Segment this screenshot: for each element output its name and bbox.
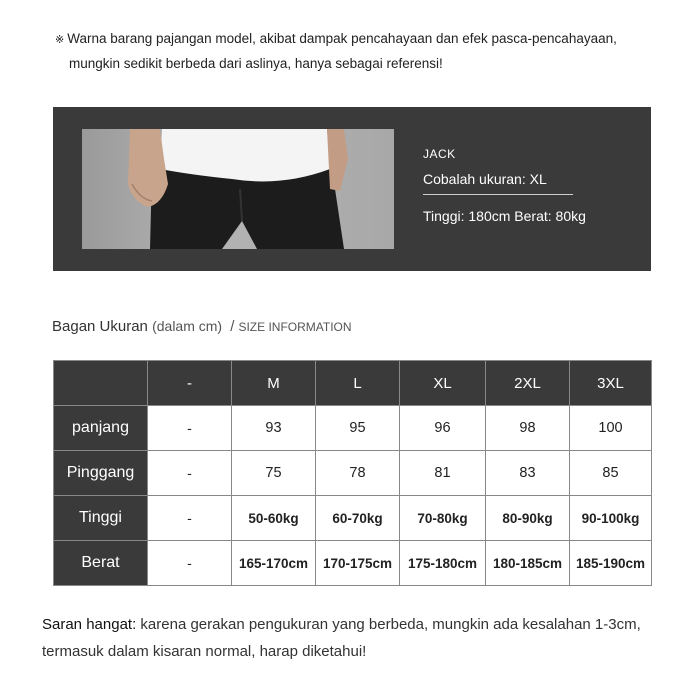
- table-cell: -: [148, 541, 232, 586]
- table-cell: 175-180cm: [400, 541, 486, 586]
- model-info: [423, 147, 586, 224]
- model-panel: [53, 107, 651, 271]
- table-cell: 78: [316, 451, 400, 496]
- model-stats: Tinggi: 180cm Berat: 80kg: [423, 208, 586, 224]
- table-row: [54, 451, 652, 496]
- disclaimer-line-2: mungkin sedikit berbeda dari aslinya, hanya sebagai referensi!: [69, 56, 443, 71]
- table-cell: 185-190cm: [570, 541, 652, 586]
- size-chart-unit: (dalam cm): [152, 318, 223, 334]
- table-cell: 81: [400, 451, 486, 496]
- model-try-size: Cobalah ukuran: XL: [423, 171, 573, 195]
- model-photo: [82, 129, 394, 249]
- size-chart-title-english: SIZE INFORMATION: [238, 320, 352, 334]
- table-row: [54, 406, 652, 451]
- table-cell: 70-80kg: [400, 496, 486, 541]
- disclaimer-line-1: Warna barang pajangan model, akibat dampak pencahayaan dan efek pasca-pencahayaan,: [67, 31, 617, 46]
- table-cell: 96: [400, 406, 486, 451]
- table-row: [54, 496, 652, 541]
- table-cell: 180-185cm: [486, 541, 570, 586]
- size-table: [53, 360, 652, 586]
- table-cell: 85: [570, 451, 652, 496]
- table-cell: 165-170cm: [232, 541, 316, 586]
- model-photo-illustration: [82, 129, 394, 249]
- table-cell: 75: [232, 451, 316, 496]
- header-size-xl: XL: [400, 361, 486, 406]
- header-size-l: L: [316, 361, 400, 406]
- table-cell: -: [148, 496, 232, 541]
- header-size-m: M: [232, 361, 316, 406]
- tip-text-2: termasuk dalam kisaran normal, harap diketahui!: [42, 643, 367, 660]
- tip-lead: Saran hangat:: [42, 616, 137, 633]
- size-table-header-row: [54, 361, 652, 406]
- header-size-2xl: 2XL: [486, 361, 570, 406]
- color-disclaimer: [55, 27, 675, 75]
- row-label-tinggi: Tinggi: [54, 496, 148, 541]
- table-row: [54, 541, 652, 586]
- reference-mark: ※: [55, 34, 65, 46]
- table-cell: 170-175cm: [316, 541, 400, 586]
- measurement-tip: [42, 611, 682, 665]
- table-cell: 80-90kg: [486, 496, 570, 541]
- row-label-pinggang: Pinggang: [54, 451, 148, 496]
- table-cell: 98: [486, 406, 570, 451]
- table-cell: 95: [316, 406, 400, 451]
- table-cell: 50-60kg: [232, 496, 316, 541]
- table-cell: 93: [232, 406, 316, 451]
- size-chart-title: [52, 318, 352, 335]
- size-chart-title-main: Bagan Ukuran: [52, 318, 148, 335]
- model-name: JACK: [423, 147, 456, 161]
- table-cell: 90-100kg: [570, 496, 652, 541]
- header-size-dash: -: [148, 361, 232, 406]
- row-label-berat: Berat: [54, 541, 148, 586]
- header-corner: [54, 361, 148, 406]
- size-chart-slash: /: [230, 318, 235, 335]
- table-cell: 60-70kg: [316, 496, 400, 541]
- table-cell: -: [148, 451, 232, 496]
- table-cell: 83: [486, 451, 570, 496]
- header-size-3xl: 3XL: [570, 361, 652, 406]
- table-cell: 100: [570, 406, 652, 451]
- row-label-panjang: panjang: [54, 406, 148, 451]
- tip-text-1: karena gerakan pengukuran yang berbeda, mungkin ada kesalahan 1-3cm,: [136, 616, 641, 633]
- table-cell: -: [148, 406, 232, 451]
